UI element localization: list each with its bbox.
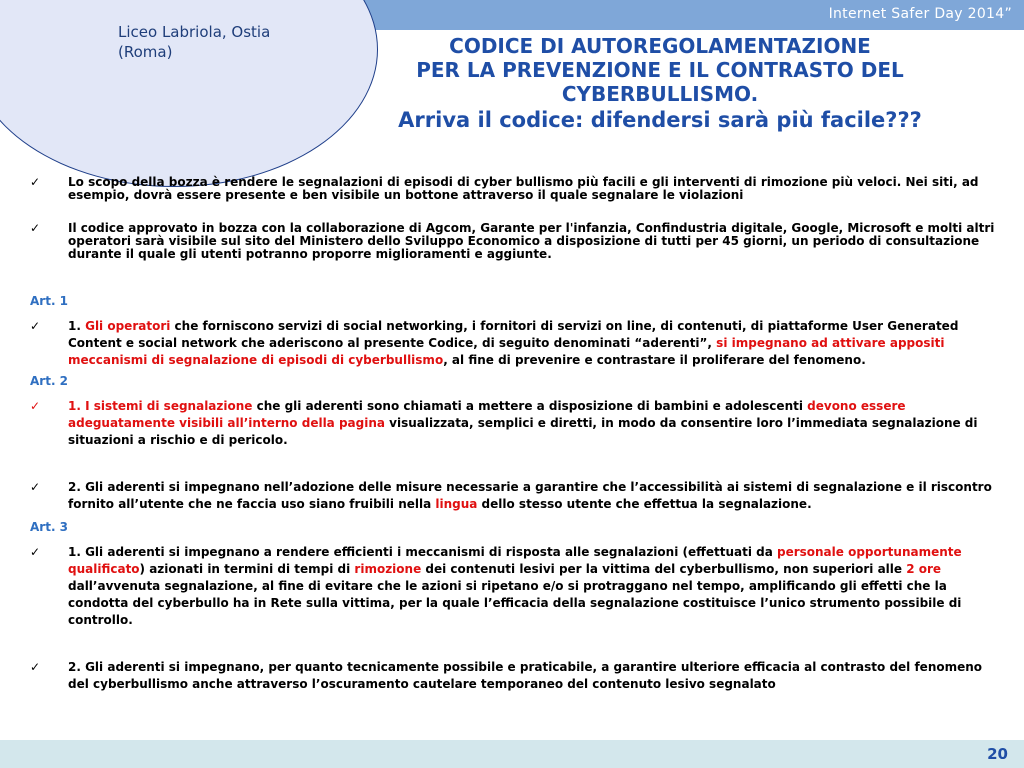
intro-bullet-2	[30, 222, 1002, 261]
text: 2. Gli aderenti si impegnano, per quanto tecnicamente possibile e praticabile, a garantire ulteriore efficacia al contrasto del fenomeno del cyberbullismo anche attraverso l’oscuramento cautelare temporaneo del contenuto lesivo segnalato	[68, 660, 983, 691]
article-1-paragraph-1	[30, 318, 1002, 369]
article-3-heading: Art. 3	[30, 520, 69, 534]
text: che gli aderenti sono chiamati a mettere a disposizione di bambini e adolescenti	[252, 399, 808, 413]
article-1-heading: Art. 1	[30, 294, 69, 308]
page-number: 20	[987, 745, 1008, 763]
title-line-2: PER LA PREVENZIONE E IL CONTRASTO DEL CYBERBULLISMO.	[416, 58, 904, 106]
bullet-text: Lo scopo della bozza è rendere le segnalazioni di episodi di cyber bullismo più facili e gli interventi di rimozione più veloci. Nei siti, ad esempio, dovrà essere presente e ben visibile un bottone attraverso il quale segnalare le violazioni	[68, 175, 979, 202]
text: 2. Gli aderenti si impegnano nell’adozione delle misure necessarie a garantire che l’accessibilità ai sistemi di segnalazione e il riscontro fornito all’utente che ne faccia uso siano fruibili nella	[68, 480, 992, 511]
slide-title	[340, 34, 980, 133]
checkmark-icon: ✓	[30, 660, 41, 674]
article-2-heading: Art. 2	[30, 374, 69, 388]
checkmark-icon: ✓	[30, 545, 41, 559]
highlight-text: si impegnano ad attivare appositi meccanismi di segnalazione di episodi di cyberbullismo	[68, 336, 945, 367]
checkmark-icon: ✓	[30, 399, 41, 413]
highlight-text: 1. I sistemi di segnalazione	[68, 399, 253, 413]
bullet-text: Il codice approvato in bozza con la collaborazione di Agcom, Garante per l'infanzia, Confindustria digitale, Google, Microsoft e molti altri operatori sarà visibile sul sito del Ministero dello Sviluppo Economico a disposizione di tutti per 45 giorni, un periodo di consultazione durante il quale gli utenti potranno proporre miglioramenti e aggiunte.	[68, 221, 995, 261]
highlight-text: 2 ore	[906, 562, 942, 576]
text: dei contenuti lesivi per la vittima del cyberbullismo, non superiori alle	[421, 562, 907, 576]
slide-subtitle: Arriva il codice: difendersi sarà più facile???	[398, 108, 922, 132]
footer-bar	[0, 740, 1024, 768]
text: 1.	[68, 319, 86, 333]
article-3-paragraph-2	[30, 659, 1002, 693]
text: dello stesso utente che effettua la segnalazione.	[477, 497, 812, 511]
highlight-text: personale opportunamente qualificato	[68, 545, 962, 576]
text: che forniscono servizi di social networking, i fornitori di servizi on line, di contenuti, di piattaforme User Generated Content e social network che aderiscono al presente Codice, di seguito denominati “aderenti”,	[68, 319, 959, 350]
highlight-text: devono essere adeguatamente visibili all’interno della pagina	[68, 399, 906, 430]
text: ) azionati in termini di tempi di	[139, 562, 355, 576]
checkmark-icon: ✓	[30, 175, 41, 189]
checkmark-icon: ✓	[30, 480, 41, 494]
slide-content	[30, 176, 1002, 693]
intro-bullet-1	[30, 176, 1002, 202]
school-name: Liceo Labriola, Ostia (Roma)	[118, 23, 271, 61]
article-2-paragraph-1	[30, 398, 1002, 449]
checkmark-icon: ✓	[30, 319, 41, 333]
text: dall’avvenuta segnalazione, al fine di evitare che le azioni si ripetano e/o si protraggano nel tempo, amplificando gli effetti che la condotta del cyberbullo ha in Rete sulla vittima, per la quale l’efficacia della segnalazione costituisce l’unico strumento possibile di controllo.	[68, 579, 962, 627]
event-label: Internet Safer Day 2014”	[828, 6, 1012, 22]
text: visualizzata, semplici e diretti, in modo da consentire loro l’immediata segnalazione di situazioni a rischio e di pericolo.	[68, 416, 978, 447]
highlight-text: Gli operatori	[85, 319, 171, 333]
checkmark-icon: ✓	[30, 221, 41, 235]
article-3-paragraph-1	[30, 544, 1002, 629]
highlight-text: lingua	[435, 497, 478, 511]
text: 1. Gli aderenti si impegnano a rendere efficienti i meccanismi di risposta alle segnalazioni (effettuati da	[68, 545, 777, 559]
text: , al fine di prevenire e contrastare il proliferare del fenomeno.	[443, 353, 866, 367]
title-line-1: CODICE DI AUTOREGOLAMENTAZIONE	[449, 34, 871, 58]
article-2-paragraph-2	[30, 479, 1002, 513]
highlight-text: rimozione	[354, 562, 422, 576]
